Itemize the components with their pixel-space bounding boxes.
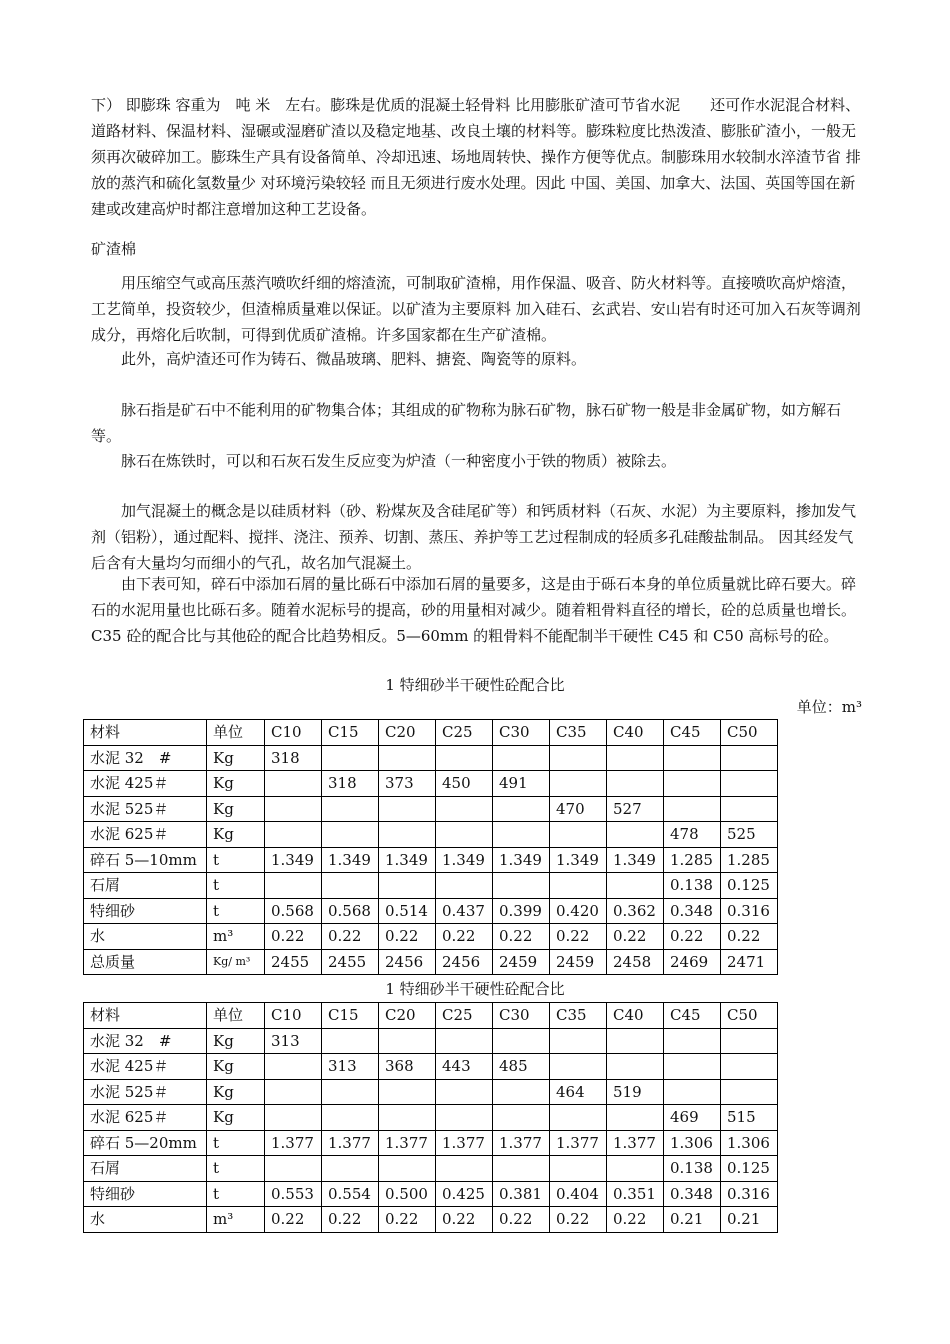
table-cell [379, 1156, 436, 1182]
table-cell: t [207, 1181, 265, 1207]
table-cell: 478 [664, 822, 721, 848]
mix-ratio-table-2 [83, 1002, 778, 1233]
table-cell [379, 873, 436, 899]
table-cell [265, 1156, 322, 1182]
table-cell: 1.377 [322, 1130, 379, 1156]
table-cell [607, 771, 664, 797]
table-row [84, 949, 778, 975]
table-cell [493, 1079, 550, 1105]
table-header-cell: C50 [721, 1003, 778, 1029]
table-cell: 0.22 [607, 924, 664, 950]
heading-slag-wool: 矿渣棉 [91, 240, 137, 258]
table-cell [550, 771, 607, 797]
table-cell [436, 873, 493, 899]
table-cell: 0.348 [664, 898, 721, 924]
table-cell [607, 1105, 664, 1131]
table-row-label: 石屑 [84, 873, 207, 899]
table-cell: 1.349 [379, 847, 436, 873]
table-header-cell: C50 [721, 720, 778, 746]
table-row-label: 石屑 [84, 1156, 207, 1182]
table-row [84, 1028, 778, 1054]
table-row [84, 1054, 778, 1080]
table-cell: 0.362 [607, 898, 664, 924]
table-cell: 0.22 [322, 924, 379, 950]
table-cell: Kg [207, 771, 265, 797]
table-cell: 1.377 [493, 1130, 550, 1156]
table-cell: 2455 [322, 949, 379, 975]
table-row [84, 1105, 778, 1131]
table-header-cell: C10 [265, 720, 322, 746]
table-row-label: 特细砂 [84, 1181, 207, 1207]
table-cell [664, 1028, 721, 1054]
table-cell [436, 745, 493, 771]
table-cell [322, 1028, 379, 1054]
table-cell [493, 822, 550, 848]
table-cell [550, 1105, 607, 1131]
paragraph-slag-wool: 用压缩空气或高压蒸汽喷吹纤细的熔渣流，可制取矿渣棉，用作保温、吸音、防火材料等。直接喷吹高炉熔渣，工艺简单，投资较少，但渣棉质量难以保证。以矿渣为主要原料 加入硅石、玄武岩、安山岩有时还可加入石灰等调剂成分，再熔化后吹制，可得到优质矿渣棉。许多国家都在生产矿渣棉。 [91, 274, 861, 344]
table-cell: 1.377 [607, 1130, 664, 1156]
table-cell [607, 1054, 664, 1080]
table-cell: 485 [493, 1054, 550, 1080]
table-row-label: 水泥 425＃ [84, 771, 207, 797]
table-cell: Kg [207, 1054, 265, 1080]
table-cell: 368 [379, 1054, 436, 1080]
table-cell: t [207, 1156, 265, 1182]
table-cell [493, 1105, 550, 1131]
table-cell: 0.22 [550, 1207, 607, 1233]
table-cell [436, 796, 493, 822]
table-header-cell: C45 [664, 1003, 721, 1029]
table-header-cell: C15 [322, 1003, 379, 1029]
table-header-cell: 单位 [207, 1003, 265, 1029]
table-cell: 0.125 [721, 873, 778, 899]
table-cell: 0.316 [721, 1181, 778, 1207]
table-cell: 0.437 [436, 898, 493, 924]
paragraph-table-analysis: 由下表可知，碎石中添加石屑的量比砾石中添加石屑的量要多，这是由于砾石本身的单位质量就比碎石要大。碎石的水泥用量也比砾石多。随着水泥标号的提高，砂的用量相对减少。随着粗骨料直径的增长，砼的总质量也增长。C35 砼的配合比与其他砼的配合比趋势相反。5—60mm 的粗骨料不能配制半干硬性 C45 和 C50 高标号的砼。 [91, 575, 857, 645]
table-cell [379, 796, 436, 822]
table-cell: 491 [493, 771, 550, 797]
table-header-cell: C25 [436, 1003, 493, 1029]
table-header-row [84, 720, 778, 746]
table-cell: Kg [207, 1079, 265, 1105]
table-cell: t [207, 898, 265, 924]
table-cell: 0.514 [379, 898, 436, 924]
table-row-label: 水泥 425＃ [84, 1054, 207, 1080]
table-cell: 1.377 [265, 1130, 322, 1156]
table-cell [721, 745, 778, 771]
table-cell [721, 771, 778, 797]
table-cell: 0.404 [550, 1181, 607, 1207]
table-header-cell: C35 [550, 720, 607, 746]
table-cell: 2455 [265, 949, 322, 975]
table-cell: 0.316 [721, 898, 778, 924]
table-cell [664, 745, 721, 771]
table-cell [265, 1054, 322, 1080]
table-cell: Kg [207, 1028, 265, 1054]
table-cell: 1.285 [721, 847, 778, 873]
table-cell: 0.22 [436, 924, 493, 950]
paragraph-gangue-smelting: 脉石在炼铁时，可以和石灰石发生反应变为炉渣（一种密度小于铁的物质）被除去。 [91, 452, 677, 470]
table-cell: Kg [207, 745, 265, 771]
table-cell: 0.125 [721, 1156, 778, 1182]
table-cell [436, 1028, 493, 1054]
table-cell [322, 1079, 379, 1105]
paragraph-gangue-definition: 脉石指是矿石中不能利用的矿物集合体；其组成的矿物称为脉石矿物，脉石矿物一般是非金属矿物，如方解石等。 [91, 401, 842, 445]
table-cell: 313 [322, 1054, 379, 1080]
table-cell [322, 1105, 379, 1131]
table-cell [721, 1028, 778, 1054]
table-cell [265, 873, 322, 899]
table-cell [721, 796, 778, 822]
table-cell: 0.138 [664, 873, 721, 899]
table-header-cell: C25 [436, 720, 493, 746]
table-cell: 469 [664, 1105, 721, 1131]
table-cell: 1.377 [379, 1130, 436, 1156]
table-cell [550, 1054, 607, 1080]
table-cell: 1.349 [436, 847, 493, 873]
table-cell: 2459 [550, 949, 607, 975]
table-cell: Kg [207, 796, 265, 822]
table1-caption: 1 特细砂半干硬性砼配合比 [385, 676, 565, 694]
table-cell [436, 822, 493, 848]
table-row-label: 水泥 525＃ [84, 796, 207, 822]
table-row [84, 796, 778, 822]
table-row [84, 1181, 778, 1207]
table-cell: 525 [721, 822, 778, 848]
table-row [84, 1079, 778, 1105]
table-cell: 0.22 [265, 1207, 322, 1233]
table-cell: 0.22 [493, 924, 550, 950]
table-cell: 1.306 [721, 1130, 778, 1156]
table-cell [550, 822, 607, 848]
table-cell [379, 1079, 436, 1105]
table-cell: Kg [207, 1105, 265, 1131]
table-cell [607, 1028, 664, 1054]
table-header-cell: C35 [550, 1003, 607, 1029]
table-cell: 0.21 [664, 1207, 721, 1233]
table-cell: 0.399 [493, 898, 550, 924]
table-header-cell: C10 [265, 1003, 322, 1029]
table-header-cell: 材料 [84, 720, 207, 746]
table-cell: 527 [607, 796, 664, 822]
table-cell: 2456 [436, 949, 493, 975]
table-header-cell: C40 [607, 720, 664, 746]
paragraph-other-uses: 此外，高炉渣还可作为铸石、微晶玻璃、肥料、搪瓷、陶瓷等的原料。 [91, 350, 587, 368]
table-cell: t [207, 1130, 265, 1156]
table-cell [265, 822, 322, 848]
table-cell [265, 1105, 322, 1131]
table-cell [664, 1079, 721, 1105]
table-row-label: 水泥 525＃ [84, 1079, 207, 1105]
table1-unit-label: 单位：m³ [796, 698, 862, 716]
table-cell: 373 [379, 771, 436, 797]
table-cell: Kg [207, 822, 265, 848]
table-cell [664, 1054, 721, 1080]
table-cell: 0.425 [436, 1181, 493, 1207]
table-row [84, 745, 778, 771]
table-cell [493, 1156, 550, 1182]
table-cell [493, 873, 550, 899]
table-header-cell: 材料 [84, 1003, 207, 1029]
table-cell [493, 1028, 550, 1054]
table-cell: Kg/ m³ [207, 949, 265, 975]
table-cell [550, 745, 607, 771]
table-cell: 0.568 [322, 898, 379, 924]
table-cell [664, 771, 721, 797]
table-cell [379, 745, 436, 771]
table-cell: 515 [721, 1105, 778, 1131]
table-header-row [84, 1003, 778, 1029]
table-cell: 0.22 [379, 924, 436, 950]
table-cell: 1.349 [322, 847, 379, 873]
table-cell [607, 745, 664, 771]
table-cell [607, 822, 664, 848]
paragraph-expanded-beads: 下） 即膨珠 容重为 吨 米 左右。膨珠是优质的混凝土轻骨料 比用膨胀矿渣可节省水泥 还可作水泥混合材料、道路材料、保温材料、湿碾或湿磨矿渣以及稳定地基、改良土壤的材料等。膨珠粒度比热泼渣、膨胀矿渣小，一般无须再次破碎加工。膨珠生产具有设备简单、冷却迅速、场地周转快、操作方便等优点。制膨珠用水较制水淬渣节省 排放的蒸汽和硫化氢数量少 对环境污染较轻 而且无须进行废水处理。因此 中国、美国、加拿大、法国、英国等国在新建或改建高炉时都注意增加这种工艺设备。 [91, 96, 861, 218]
table-cell: m³ [207, 924, 265, 950]
table-cell: 0.348 [664, 1181, 721, 1207]
table-cell: 0.22 [322, 1207, 379, 1233]
table-header-cell: C30 [493, 1003, 550, 1029]
table-cell: t [207, 873, 265, 899]
table-header-cell: 单位 [207, 720, 265, 746]
table-header-cell: C20 [379, 720, 436, 746]
table-cell [265, 1079, 322, 1105]
table-cell [322, 1156, 379, 1182]
table-cell [436, 1156, 493, 1182]
table-cell: 318 [265, 745, 322, 771]
table-row-label: 水泥 625＃ [84, 1105, 207, 1131]
table-cell: 0.351 [607, 1181, 664, 1207]
table-cell: 1.349 [493, 847, 550, 873]
table-row [84, 1130, 778, 1156]
table-cell [493, 745, 550, 771]
paragraph-aerated-concrete: 加气混凝土的概念是以硅质材料（砂、粉煤灰及含硅尾矿等）和钙质材料（石灰、水泥）为主要原料，掺加发气剂（铝粉），通过配料、搅拌、浇注、预养、切割、蒸压、养护等工艺过程制成的轻质多孔硅酸盐制品。 因其经发气后含有大量均匀而细小的气孔，故名加气混凝土。 [91, 502, 857, 572]
table-header-cell: C20 [379, 1003, 436, 1029]
table-header-cell: C15 [322, 720, 379, 746]
table-row-label: 碎石 5—20mm [84, 1130, 207, 1156]
table-cell [436, 1105, 493, 1131]
table-row [84, 822, 778, 848]
table-cell: m³ [207, 1207, 265, 1233]
table-cell: 1.285 [664, 847, 721, 873]
table-cell [607, 1156, 664, 1182]
table-header-cell: C40 [607, 1003, 664, 1029]
table-row [84, 873, 778, 899]
table-cell [265, 796, 322, 822]
mix-ratio-table-1 [83, 719, 778, 975]
table-cell: 0.553 [265, 1181, 322, 1207]
table-cell [493, 796, 550, 822]
table-cell [721, 1054, 778, 1080]
table-cell [607, 873, 664, 899]
table-cell [322, 873, 379, 899]
table-cell: 2459 [493, 949, 550, 975]
table-row [84, 771, 778, 797]
table-cell: 1.349 [265, 847, 322, 873]
table-cell: 0.500 [379, 1181, 436, 1207]
table-cell: 443 [436, 1054, 493, 1080]
table-cell: 1.349 [607, 847, 664, 873]
table-row-label: 总质量 [84, 949, 207, 975]
table-cell [550, 873, 607, 899]
table-header-cell: C30 [493, 720, 550, 746]
table-cell: 2471 [721, 949, 778, 975]
table-cell: 0.22 [664, 924, 721, 950]
table-cell: 0.22 [436, 1207, 493, 1233]
table-cell [550, 1028, 607, 1054]
table-cell [664, 796, 721, 822]
table-cell: 318 [322, 771, 379, 797]
table-cell: 0.554 [322, 1181, 379, 1207]
table-row [84, 1156, 778, 1182]
table-row-label: 水泥 32 # [84, 745, 207, 771]
table-row-label: 特细砂 [84, 898, 207, 924]
table2-caption: 1 特细砂半干硬性砼配合比 [385, 980, 565, 998]
table-cell: 1.377 [436, 1130, 493, 1156]
table-cell [436, 1079, 493, 1105]
table-cell: 0.22 [607, 1207, 664, 1233]
table-row [84, 1207, 778, 1233]
table-cell: 2469 [664, 949, 721, 975]
table-row [84, 898, 778, 924]
table-cell [322, 822, 379, 848]
table-cell: 1.349 [550, 847, 607, 873]
table-cell [379, 1028, 436, 1054]
table-cell: t [207, 847, 265, 873]
table-cell: 1.377 [550, 1130, 607, 1156]
table-cell: 0.21 [721, 1207, 778, 1233]
table-cell: 1.306 [664, 1130, 721, 1156]
table-row-label: 碎石 5—10mm [84, 847, 207, 873]
table-row-label: 水 [84, 1207, 207, 1233]
table-cell: 0.22 [550, 924, 607, 950]
table-cell: 0.22 [265, 924, 322, 950]
table-cell: 0.22 [493, 1207, 550, 1233]
table-cell [721, 1079, 778, 1105]
table-row-label: 水 [84, 924, 207, 950]
table-cell: 450 [436, 771, 493, 797]
table-row-label: 水泥 625＃ [84, 822, 207, 848]
table-cell: 2456 [379, 949, 436, 975]
table-cell: 519 [607, 1079, 664, 1105]
table-row [84, 924, 778, 950]
table-cell: 2458 [607, 949, 664, 975]
table-cell: 470 [550, 796, 607, 822]
table-cell [322, 745, 379, 771]
table-row-label: 水泥 32 # [84, 1028, 207, 1054]
table-row [84, 847, 778, 873]
table-header-cell: C45 [664, 720, 721, 746]
table-cell: 464 [550, 1079, 607, 1105]
table-cell [322, 796, 379, 822]
table-cell: 0.568 [265, 898, 322, 924]
table-cell [379, 822, 436, 848]
table-cell: 0.138 [664, 1156, 721, 1182]
table-cell: 0.22 [379, 1207, 436, 1233]
table-cell: 313 [265, 1028, 322, 1054]
table-cell: 0.22 [721, 924, 778, 950]
table-cell [379, 1105, 436, 1131]
table-cell [550, 1156, 607, 1182]
table-cell: 0.381 [493, 1181, 550, 1207]
table-cell: 0.420 [550, 898, 607, 924]
table-cell [265, 771, 322, 797]
